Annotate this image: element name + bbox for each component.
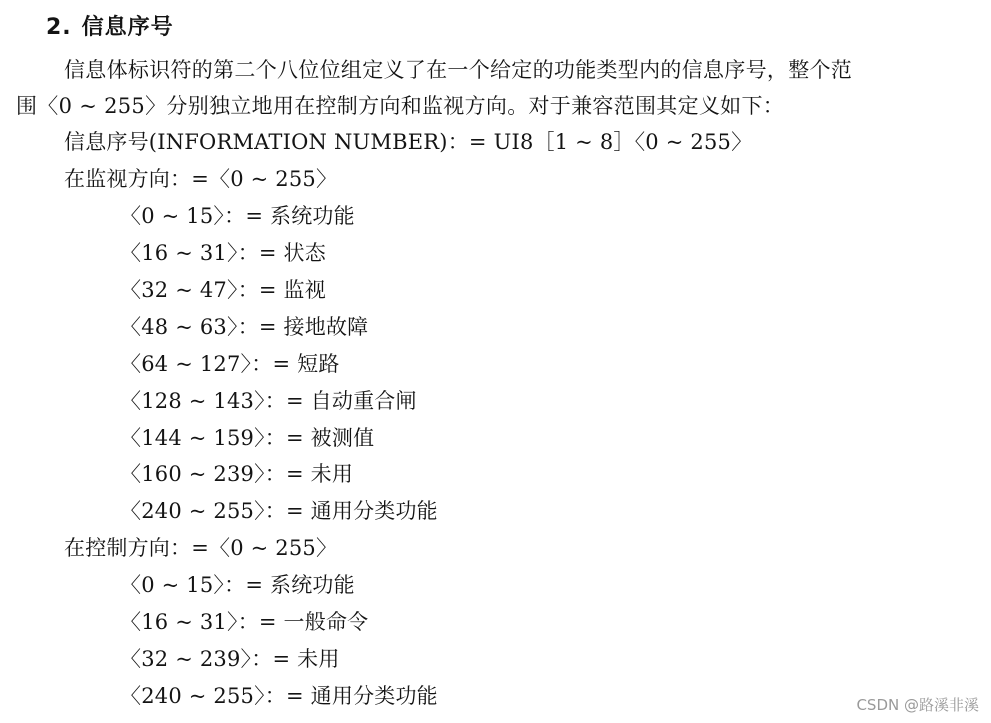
section-heading: [46, 10, 174, 41]
monitor-item: 〈240 ~ 255〉：= 通用分类功能: [120, 499, 438, 523]
monitor-item: 〈160 ~ 239〉：= 未用: [120, 462, 354, 486]
intro-line-1: 信息体标识符的第二个八位位组定义了在一个给定的功能类型内的信息序号，整个范: [64, 58, 853, 82]
control-item: 〈0 ~ 15〉：= 系统功能: [120, 573, 355, 597]
intro-paragraph: [16, 52, 976, 124]
control-direction-header: 在控制方向：=〈0 ~ 255〉: [64, 536, 338, 560]
control-item: 〈16 ~ 31〉：= 一般命令: [120, 610, 369, 634]
monitor-item: 〈32 ~ 47〉：= 监视: [120, 278, 326, 302]
monitor-item: 〈16 ~ 31〉：= 状态: [120, 241, 326, 265]
intro-line-2: 围〈0 ~ 255〉分别独立地用在控制方向和监视方向。对于兼容范围其定义如下：: [16, 94, 785, 118]
monitor-item: 〈144 ~ 159〉：= 被测值: [120, 426, 375, 450]
monitor-item: 〈128 ~ 143〉：= 自动重合闸: [120, 389, 417, 413]
monitor-item: 〈48 ~ 63〉：= 接地故障: [120, 315, 369, 339]
definition-line: 信息序号(INFORMATION NUMBER)：= UI8［1 ~ 8］〈0 ~ 255〉: [64, 130, 753, 154]
section-title: 信息序号: [81, 15, 174, 40]
control-item: 〈32 ~ 239〉：= 未用: [120, 647, 340, 671]
csdn-watermark: CSDN @路溪非溪: [856, 696, 979, 714]
control-item: 〈240 ~ 255〉：= 通用分类功能: [120, 684, 438, 708]
monitor-item: 〈64 ~ 127〉：= 短路: [120, 352, 340, 376]
monitor-direction-header: 在监视方向：=〈0 ~ 255〉: [64, 167, 338, 191]
monitor-item: 〈0 ~ 15〉：= 系统功能: [120, 204, 355, 228]
section-number: 2.: [46, 15, 72, 40]
